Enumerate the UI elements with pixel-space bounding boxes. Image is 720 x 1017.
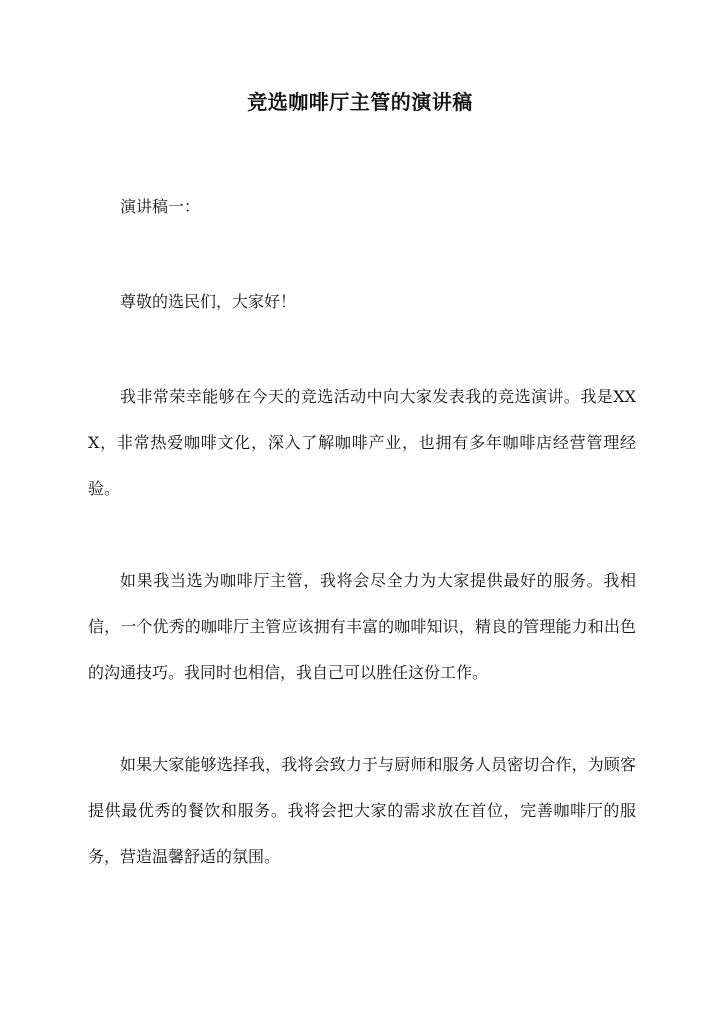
greeting-paragraph: 尊敬的选民们，大家好！ xyxy=(120,292,297,311)
section-heading: 演讲稿一： xyxy=(120,197,201,216)
body-paragraph-1: 我非常荣幸能够在今天的竞选活动中向大家发表我的竞选演讲。我是XXX，非常热爱咖啡文化，深入了解咖啡产业，也拥有多年咖啡店经营管理经验。 xyxy=(88,387,636,498)
body-paragraph-2: 如果我当选为咖啡厅主管，我将会尽全力为大家提供最好的服务。我相信，一个优秀的咖啡厅主管应该拥有丰富的咖啡知识，精良的管理能力和出色的沟通技巧。我同时也相信，我自己可以胜任这份工作。 xyxy=(88,571,636,682)
body-paragraph-3: 如果大家能够选择我，我将会致力于与厨师和服务人员密切合作，为顾客提供最优秀的餐饮和服务。我将会把大家的需求放在首位，完善咖啡厅的服务，营造温馨舒适的氛围。 xyxy=(88,755,636,866)
document-title: 竞选咖啡厅主管的演讲稿 xyxy=(247,90,473,114)
